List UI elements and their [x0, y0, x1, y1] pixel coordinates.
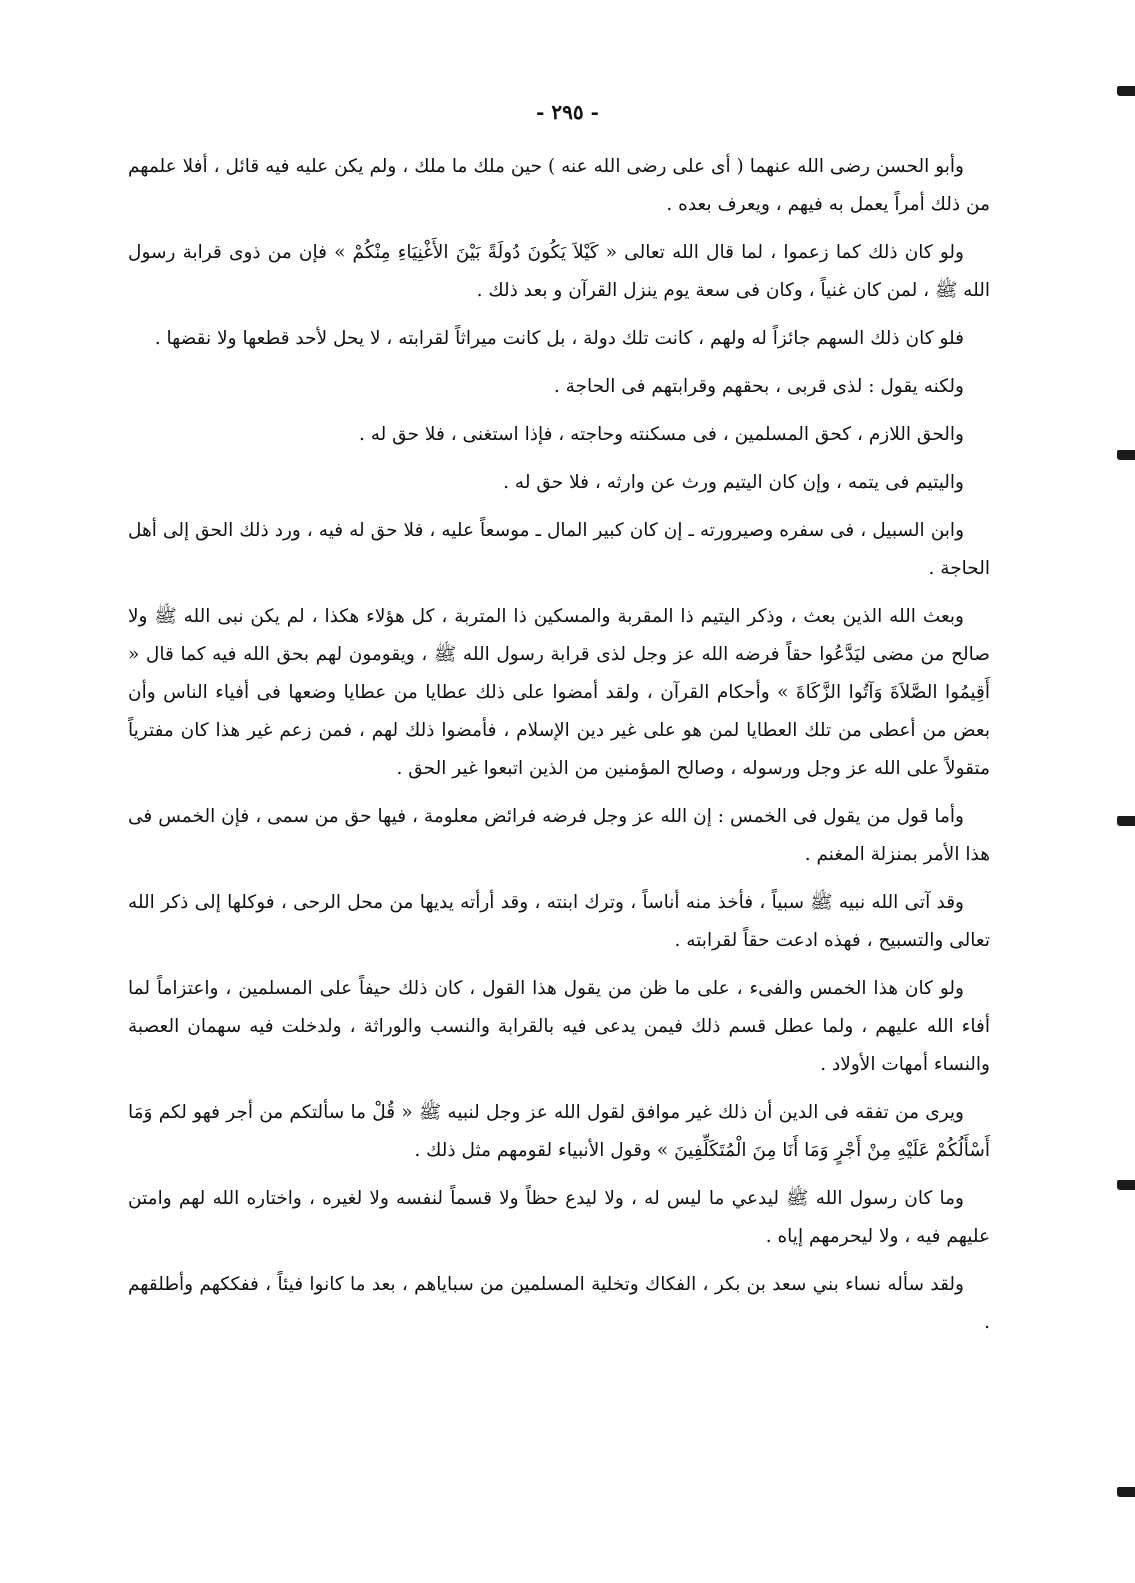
paragraph: واليتيم فى يتمه ، وإن كان اليتيم ورث عن وارثه ، فلا حق له .	[503, 472, 964, 493]
paragraph: ولو كان هذا الخمس والفىء ، على ما ظن من يقول هذا القول ، كان ذلك حيفاً على المسلمين ، واعتزاماً لما أفاء الله عليهم ، ولما عطل قسم ذلك فيمن يدعى فيه بالقرابة والنسب والوراثة ، ولدخلت فيه سهمان العصبة والنساء أمهات الأولاد .	[128, 978, 990, 1075]
paragraph: وقد آتى الله نبيه ﷺ سبياً ، فأخذ منه أناساً ، وترك ابنته ، وقد أرأته يديها من محل الرحى ، فوكلها إلى ذكر الله تعالى والتسبيح ، فهذه ادعت حقاً لقرابته .	[128, 892, 990, 951]
paragraph: ولكنه يقول : لذى قربى ، بحقهم وقرابتهم فى الحاجة .	[553, 376, 964, 397]
body-text	[128, 148, 990, 1352]
paragraph: فلو كان ذلك السهم جائزاً له ولهم ، كانت تلك دولة ، بل كانت ميراثاً لقرابته ، لا يحل لأحد قطعها ولا نقضها .	[154, 328, 964, 349]
paragraph: وأبو الحسن رضى الله عنهما ( أى على رضى الله عنه ) حين ملك ما ملك ، ولم يكن عليه فيه قائل ، أفلا علمهم من ذلك أمراً يعمل به فيهم ، ويعرف بعده .	[128, 156, 990, 215]
scan-edge-mark	[1117, 450, 1135, 460]
scan-edge-mark	[1117, 1487, 1135, 1497]
page-number: - ٢٩٥ -	[536, 100, 599, 124]
paragraph: ويرى من تفقه فى الدين أن ذلك غير موافق لقول الله عز وجل لنبيه ﷺ « قُلْ ما سألتكم من أجر فهو لكم وَمَا أَسْأَلُكُمْ عَلَيْهِ مِنْ أَجْرٍ وَمَا أَنَا مِنَ الْمُتَكَلِّفِينَ » وقول الأنبياء لقومهم مثل ذلك .	[128, 1102, 990, 1161]
scan-edge-mark	[1117, 816, 1135, 826]
scan-edge-mark	[1117, 1180, 1135, 1190]
paragraph: وما كان رسول الله ﷺ ليدعي ما ليس له ، ولا ليدع حظاً ولا قسماً لنفسه ولا لغيره ، واختاره الله لهم وامتن عليهم فيه ، ولا ليحرمهم إياه .	[128, 1188, 990, 1247]
paragraph: وبعث الله الذين بعث ، وذكر اليتيم ذا المقربة والمسكين ذا المتربة ، كل هؤلاء هكذا ، لم يكن نبى الله ﷺ ولا صالح من مضى ليَدَّعُوا حقاً فرضه الله عز وجل لذى قرابة رسول الله ﷺ ، ويقومون لهم بحق الله فيه كما قال « أَقِيمُوا الصَّلاَةَ وَآتُوا الزَّكَاةَ » وأحكام القرآن ، ولقد أمضوا على ذلك عطايا من عطايا وضعها فى أفياء الناس وأن بعض من أعطى من تلك العطايا لمن هو على غير دين الإسلام ، فأمضوا ذلك لهم ، فمن زعم غير هذا كان مفترياً متقولاً على الله عز وجل ورسوله ، وصالح المؤمنين من الذين اتبعوا غير الحق .	[128, 606, 990, 779]
paragraph: وابن السبيل ، فى سفره وصيرورته ـ إن كان كبير المال ـ موسعاً عليه ، فلا حق له فيه ، ورد ذلك الحق إلى أهل الحاجة .	[128, 520, 990, 579]
paragraph: ولقد سأله نساء بني سعد بن بكر ، الفكاك وتخلية المسلمين من سباياهم ، بعد ما كانوا فيئاً ، ففككهم وأطلقهم .	[128, 1274, 990, 1333]
paragraph: وأما قول من يقول فى الخمس : إن الله عز وجل فرضه فرائض معلومة ، فيها حق من سمى ، فإن الخمس فى هذا الأمر بمنزلة المغنم .	[128, 806, 990, 865]
paragraph: ولو كان ذلك كما زعموا ، لما قال الله تعالى « كَيْلاَ يَكُونَ دُولَةً بَيْنَ الأَغْنِيَاءِ مِنْكُمْ » فإن من ذوى قرابة رسول الله ﷺ ، لمن كان غنياً ، وكان فى سعة يوم ينزل القرآن و بعد ذلك .	[128, 242, 990, 301]
paragraph: والحق اللازم ، كحق المسلمين ، فى مسكنته وحاجته ، فإذا استغنى ، فلا حق له .	[358, 424, 964, 445]
scan-edge-mark	[1117, 86, 1135, 96]
